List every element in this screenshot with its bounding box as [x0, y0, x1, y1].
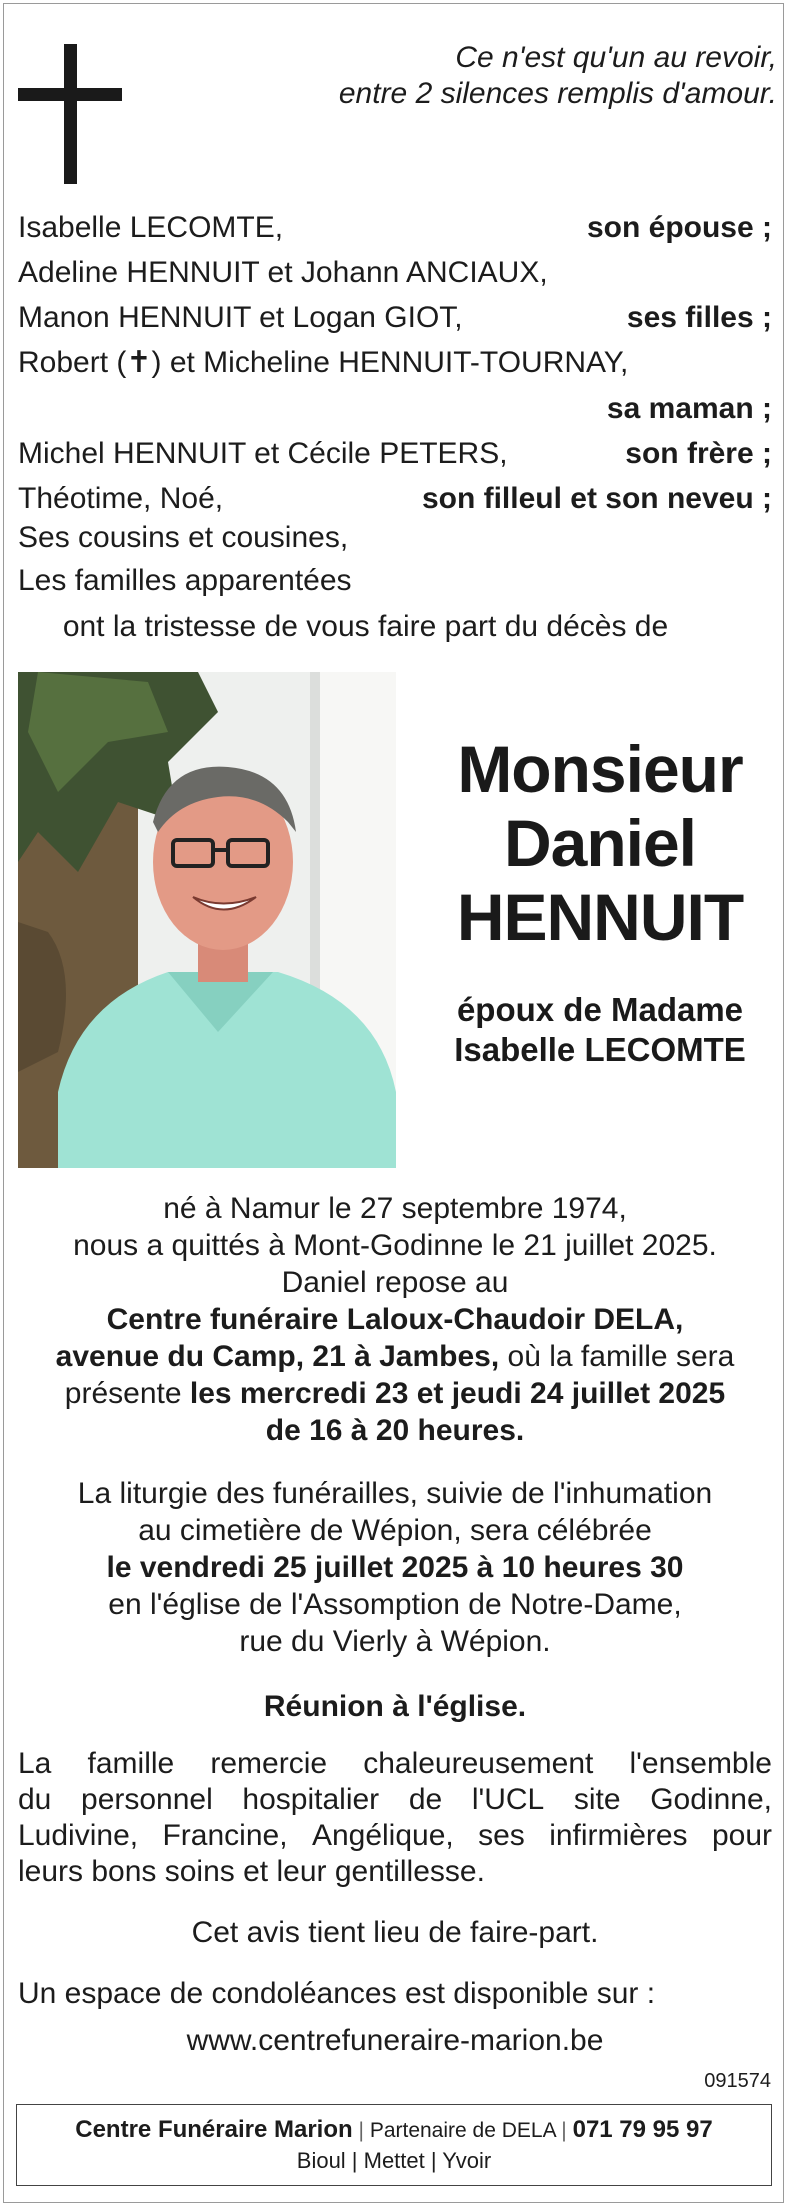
quote-line-1: Ce n'est qu'un au revoir,	[455, 41, 777, 74]
family-row	[18, 208, 772, 248]
family-relation: son frère ;	[625, 437, 772, 470]
liturgy-line-5: rue du Vierly à Wépion.	[239, 1625, 551, 1658]
quote-line-2: entre 2 silences remplis d'amour.	[338, 77, 777, 110]
family-member: Robert (✝) et Micheline HENNUIT-TOURNAY,	[18, 346, 629, 379]
spouse-line-1: époux de Madame	[456, 991, 744, 1028]
family-member: Ses cousins et cousines,	[18, 521, 349, 554]
rest-line-3: avenue du Camp, 21 à Jambes, où la famille sera	[55, 1340, 735, 1373]
liturgy-line-2: au cimetière de Wépion, sera célébrée	[138, 1514, 652, 1547]
family-relation: son filleul et son neveu ;	[421, 482, 772, 515]
liturgy-block	[18, 1475, 772, 1660]
spouse-line-2: Isabelle LECOMTE	[454, 1031, 746, 1068]
death-line: nous a quittés à Mont-Godinne le 21 juillet 2025.	[73, 1229, 717, 1262]
family-relation: ses filles ;	[626, 301, 772, 334]
family-row	[18, 518, 772, 558]
visiting-hours: de 16 à 20 heures.	[265, 1414, 525, 1447]
footer-partner: Partenaire de DELA	[369, 2119, 556, 2142]
visiting-dates: les mercredi 23 et jeudi 24 juillet 2025	[189, 1377, 726, 1410]
family-member: Manon HENNUIT et Logan GIOT,	[18, 301, 463, 334]
footer-places: Bioul | Mettet | Yvoir	[296, 2148, 492, 2173]
family-relation: sa maman ;	[606, 392, 772, 425]
family-relation: son épouse ;	[586, 211, 772, 244]
birth-line: né à Namur le 27 septembre 1974,	[163, 1192, 627, 1225]
funeral-home-footer: Centre Funéraire Marion | Partenaire de DELA | 071 79 95 97 Bioul | Mettet | Yvoir	[16, 2104, 772, 2186]
footer-company: Centre Funéraire Marion	[75, 2116, 353, 2143]
family-row	[18, 479, 772, 519]
family-row	[18, 298, 772, 338]
liturgy-date: le vendredi 25 juillet 2025 à 10 heures 30	[106, 1551, 684, 1584]
family-member: Les familles apparentées	[18, 564, 352, 597]
portrait-photo	[18, 672, 396, 1168]
notice-text: Cet avis tient lieu de faire-part.	[191, 1916, 599, 1949]
condolences-text: Un espace de condoléances est disponible sur :	[18, 1977, 656, 2010]
epitaph-quote	[217, 40, 777, 112]
family-row	[18, 389, 772, 429]
rest-line-1: Daniel repose au	[281, 1266, 509, 1299]
notice-code: 091574	[704, 2070, 771, 2092]
thanks-line: La famille remercie chaleureusement l'ensemble	[18, 1747, 772, 1780]
family-member: Isabelle LECOMTE,	[18, 211, 284, 244]
cross-icon	[18, 44, 122, 184]
website-link[interactable]: www.centrefuneraire-marion.be	[186, 2024, 604, 2057]
portrait-illustration	[18, 672, 396, 1168]
thanks-line: du personnel hospitalier de l'UCL site Godinne,	[18, 1783, 772, 1816]
funeral-home-address: avenue du Camp, 21 à Jambes,	[55, 1340, 500, 1373]
family-row	[18, 561, 772, 601]
rest-line-4: présente les mercredi 23 et jeudi 24 juillet 2025	[64, 1377, 726, 1410]
family-row	[18, 253, 772, 293]
funeral-home-name: Centre funéraire Laloux-Chaudoir DELA,	[106, 1303, 684, 1336]
family-member: Adeline HENNUIT et Johann ANCIAUX,	[18, 256, 548, 289]
deceased-name-block	[420, 732, 780, 1070]
family-member: Théotime, Noé,	[18, 482, 224, 515]
deceased-first-name: Daniel	[503, 806, 697, 880]
announcement-text: ont la tristesse de vous faire part du décès de	[62, 610, 669, 643]
family-member: Michel HENNUIT et Cécile PETERS,	[18, 437, 508, 470]
thanks-paragraph	[18, 1746, 772, 1890]
family-row	[18, 434, 772, 474]
reunion-note: Réunion à l'église.	[263, 1690, 527, 1723]
liturgy-line-4: en l'église de l'Assomption de Notre-Dame,	[108, 1588, 682, 1621]
deceased-title: Monsieur	[457, 732, 743, 806]
footer-phone: 071 79 95 97	[572, 2116, 713, 2143]
liturgy-line-1: La liturgie des funérailles, suivie de l'inhumation	[77, 1477, 713, 1510]
details-block	[18, 1190, 772, 1449]
thanks-line: Ludivine, Francine, Angélique, ses infirmières pour	[18, 1819, 772, 1852]
family-row	[18, 343, 772, 383]
thanks-line: leurs bons soins et leur gentillesse.	[18, 1855, 485, 1888]
deceased-last-name: HENNUIT	[456, 880, 744, 954]
